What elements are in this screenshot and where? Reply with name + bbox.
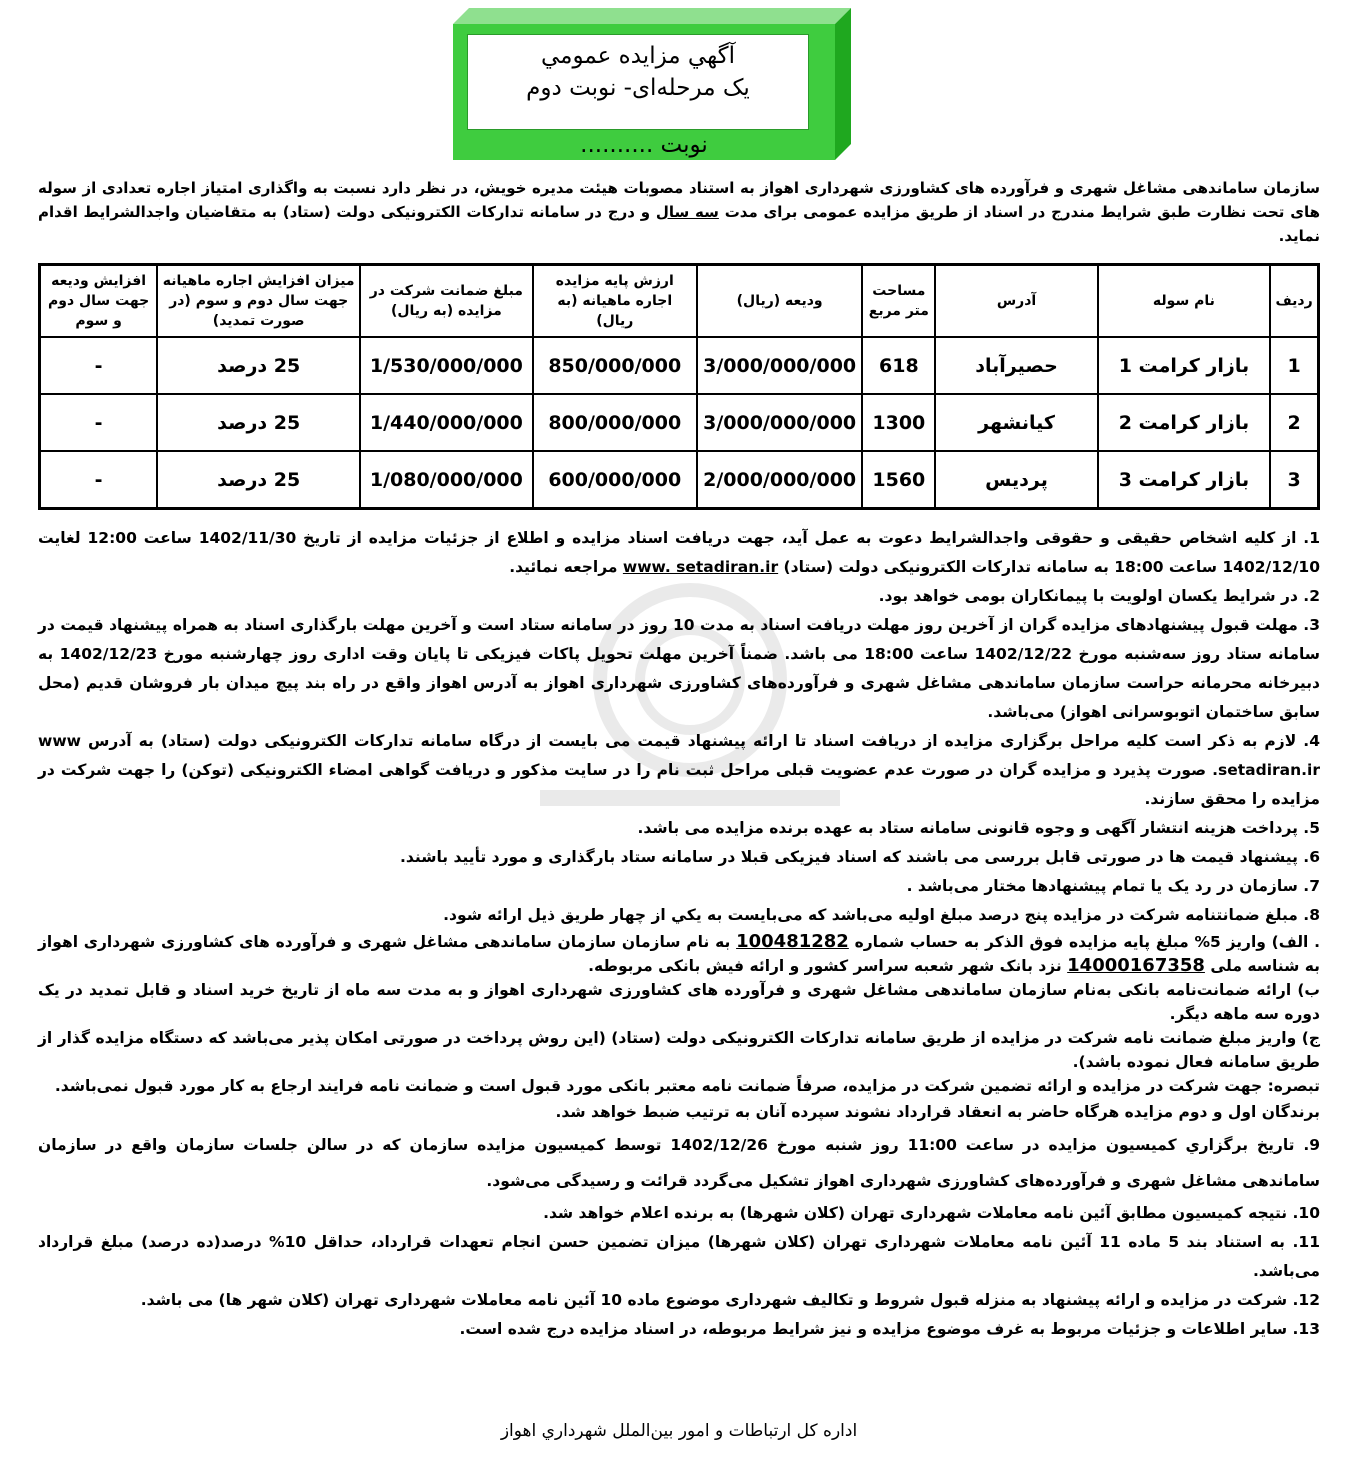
item-13: 13. سایر اطلاعات و جزئیات مربوط به غرف موضوع مزایده و نیز شرایط مربوطه، در اسناد مزایده درج شده است. bbox=[459, 1320, 1320, 1338]
cell-increase: 25 درصد bbox=[157, 394, 360, 451]
title-box-top bbox=[453, 8, 851, 24]
cell-deposit-increase: - bbox=[40, 394, 158, 451]
title-box-face bbox=[453, 24, 835, 160]
winners-note: برندگان اول و دوم مزایده هرگاه حاضر به انعقاد قرارداد نشوند سپرده آنان به ترتیب ضبط خواهد شد. bbox=[555, 1103, 1320, 1121]
cell-guarantee: 1/080/000/000 bbox=[360, 451, 532, 509]
cell-guarantee: 1/530/000/000 bbox=[360, 337, 532, 394]
cell-deposit: 2/000/000/000 bbox=[697, 451, 862, 509]
setadiran-link[interactable]: www. setadiran.ir bbox=[622, 558, 779, 576]
cell-address: پردیس bbox=[935, 451, 1097, 509]
cell-area: 618 bbox=[862, 337, 935, 394]
title-line-1: آگهي مزايده عمومي bbox=[540, 43, 736, 69]
item-8: 8. مبلغ ضمانتنامه شرکت در مزایده پنج درصد مبلغ اولیه می‌باشد که می‌بایست به يكي از چهار طريق ذيل ارائه شود. bbox=[443, 906, 1320, 924]
cell-base: 850/000/000 bbox=[533, 337, 697, 394]
cell-increase: 25 درصد bbox=[157, 337, 360, 394]
conditions-list bbox=[38, 524, 1320, 1344]
intro-after: و درج در سامانه تدارکات الکترونیکی دولت (ستاد) به متقاضیان واجدالشرایط اقدام نماید. bbox=[38, 203, 1320, 245]
table-header-row bbox=[40, 265, 1319, 338]
item-6: 6. پیشنهاد قیمت ها در صورتی قابل بررسی می باشند که اسناد فیزیکی قبلا در سامانه ستاد بارگذاری و مورد تأیید باشند. bbox=[400, 848, 1320, 866]
account-number: 100481282 bbox=[736, 931, 849, 952]
item-7: 7. سازمان در رد یک یا تمام پیشنهادها مختار می‌باشد . bbox=[906, 877, 1320, 895]
cell-name: بازار کرامت 1 bbox=[1098, 337, 1270, 394]
intro-before: سازمان ساماندهی مشاغل شهری و فرآورده های کشاورزی شهرداری اهواز به استناد مصوبات هیئت مدیره خویش، در نظر دارد نسبت به واگذاری امتیاز اجاره تعدادی از سوله های تحت نظارت طبق شرایط مندرج در اسناد از طریق مزایده عمومی برای مدت bbox=[38, 179, 1321, 221]
cell-deposit-increase: - bbox=[40, 451, 158, 509]
col-header-address: آدرس bbox=[935, 265, 1097, 338]
cell-deposit-increase: - bbox=[40, 337, 158, 394]
col-header-area: مساحت متر مربع bbox=[862, 265, 935, 338]
cell-base: 800/000/000 bbox=[533, 394, 697, 451]
cell-num: 1 bbox=[1270, 337, 1318, 394]
cell-name: بازار کرامت 3 bbox=[1098, 451, 1270, 509]
item-10: 10. نتیجه کمیسیون مطابق آئین نامه معاملات شهرداری تهران (کلان شهرها) به برنده اعلام خواهد شد. bbox=[543, 1204, 1320, 1222]
title-box-side bbox=[835, 8, 851, 160]
item-1-text: 1. از کلیه اشخاص حقیقی و حقوقی واجدالشرایط دعوت به عمل آید، جهت دریافت اسناد مزایده و اطلاع از جزئیات مزایده از تاریخ 1402/11/30 ساعت 12:00 لغایت 1402/12/10 ساعت 18:00 به سامانه تدارکات الکترونیکی دولت (ستاد) bbox=[38, 529, 1320, 576]
title-inner bbox=[467, 34, 809, 130]
cell-num: 2 bbox=[1270, 394, 1318, 451]
cell-area: 1300 bbox=[862, 394, 935, 451]
table-row bbox=[40, 337, 1319, 394]
national-id: 14000167358 bbox=[1067, 955, 1205, 976]
cell-address: کیانشهر bbox=[935, 394, 1097, 451]
cell-deposit: 3/000/000/000 bbox=[697, 394, 862, 451]
item-2: 2. در شرایط یکسان اولویت با پیمانکاران بومی خواهد بود. bbox=[878, 587, 1320, 605]
item-1-end: مراجعه نمائید. bbox=[509, 558, 618, 576]
item-11: 11. به استناد بند 5 ماده 11 آئین نامه معاملات شهرداری تهران (کلان شهرها) میزان تضمین حسن انجام تعهدات قرارداد، حداقل 10% درصد(ده درصد) مبلغ قرارداد می‌باشد. bbox=[38, 1233, 1320, 1280]
item-3: 3. مهلت قبول پیشنهادهای مزایده گران از آخرین روز مهلت دریافت اسناد به مدت 10 روز در سامانه ستاد است و آخرین مهلت بارگذاری اسناد به همراه پیشنهاد قیمت در سامانه ستاد روز سه‌شنبه مورخ 1402/12/22 ساعت 18:00 می باشد. ضمناً آخرین مهلت تحویل پاکات فیزیکی تا پایان وقت اداری روز چهارشنبه مورخ 1402/12/23 به دبیرخانه محرمانه حراست سازمان ساماندهی مشاغل شهری و فرآورده‌های کشاورزی شهرداری اهواز به آدرس اهواز واقع در راه بند پیچ میدان بار فروشان قدیم (محل سابق ساختمان اتوبوسرانی اهواز) می‌باشد. bbox=[38, 616, 1321, 721]
alef-text-a: . الف) واریز 5% مبلغ پایه مزایده فوق الذکر به حساب شماره bbox=[854, 933, 1321, 951]
item-12: 12. شرکت در مزایده و ارائه پیشنهاد به منزله قبول شروط و تکالیف شهرداری موضوع ماده 10 آئین نامه معاملات شهرداری تهران (کلان شهر ها) می باشد. bbox=[140, 1291, 1320, 1309]
col-header-name: نام سوله bbox=[1098, 265, 1270, 338]
cell-address: حصیرآباد bbox=[935, 337, 1097, 394]
item-8-be: ب) ارائه ضمانت‌نامه بانکی به‌نام سازمان ساماندهی مشاغل شهری و فرآورده های کشاورزی شهرداری اهواز و به مدت سه ماه از تاریخ خرید اسناد و قابل تمدید در یک دوره سه ماهه دیگر. bbox=[38, 981, 1320, 1023]
footer-signature: اداره کل ارتباطات و امور بین‌الملل شهرداري اهواز bbox=[500, 1421, 858, 1441]
warehouse-table bbox=[38, 263, 1320, 510]
item-5: 5. پرداخت هزینه انتشار آگهی و وجوه قانونی سامانه ستاد به عهده برنده مزایده می باشد. bbox=[637, 819, 1320, 837]
intro-duration: سه سال bbox=[655, 203, 719, 221]
title-box bbox=[453, 8, 851, 160]
cell-deposit: 3/000/000/000 bbox=[697, 337, 862, 394]
alef-text-c: نزد بانک شهر شعبه سراسر کشور و ارائه فیش بانکی مربوطه. bbox=[588, 957, 1062, 975]
col-header-num: ردیف bbox=[1270, 265, 1318, 338]
item-1 bbox=[38, 524, 1320, 582]
cell-area: 1560 bbox=[862, 451, 935, 509]
cell-name: بازار کرامت 2 bbox=[1098, 394, 1270, 451]
item-9: 9. تاريخ برگزاري كميسيون مزايده در ساعت 11:00 روز شنبه مورخ 1402/12/26 توسط کمیسیون مزایده سازمان که در سالن جلسات سازمان واقع در سازمان ساماندهی مشاغل شهری و فرآورده‌های کشاورزی شهرداری اهواز تشکیل می‌گردد قرائت و رسیدگی می‌شود. bbox=[38, 1136, 1321, 1190]
table-row bbox=[40, 451, 1319, 509]
table-row bbox=[40, 394, 1319, 451]
item-4: 4. لازم به ذکر است کلیه مراحل برگزاری مزایده از دریافت اسناد تا ارائه پیشنهاد قیمت می بایست از درگاه سامانه تدارکات الکترونیکی دولت (ستاد) به آدرس www .setadiran.ir صورت پذیرد و مزایده گران در صورت عدم عضویت قبلی مراحل ثبت نام را در سایت مذکور و دریافت گواهی امضاء الکترونیکی (توکن) را جهت شرکت در مزایده را محقق سازند. bbox=[38, 732, 1320, 808]
item-8-note: تبصره: جهت شرکت در مزایده و ارائه تضمین شرکت در مزایده، صرفاً ضمانت نامه معتبر بانکی مورد قبول است و ضمانت نامه فرایند ارجاع به کار مورد قبول نمی‌باشد. bbox=[54, 1077, 1320, 1095]
title-line-2: یک مرحله‌ای- نوبت دوم bbox=[526, 75, 750, 101]
col-header-increase: میزان افزایش اجاره ماهیانه جهت سال دوم و سوم (در صورت تمدید) bbox=[157, 265, 360, 338]
cell-base: 600/000/000 bbox=[533, 451, 697, 509]
intro-paragraph bbox=[38, 176, 1320, 248]
item-8-alef bbox=[38, 930, 1320, 978]
cell-num: 3 bbox=[1270, 451, 1318, 509]
cell-guarantee: 1/440/000/000 bbox=[360, 394, 532, 451]
item-8-jim: ج) واریز مبلغ ضمانت نامه شرکت در مزایده از طریق سامانه تدارکات الکترونیکی دولت (ستاد) (این روش پرداخت در صورتی امکان پذیر می‌باشد که دستگاه مزایده گذار از طریق سامانه فعال نموده باشد). bbox=[38, 1029, 1320, 1071]
cell-increase: 25 درصد bbox=[157, 451, 360, 509]
col-header-deposit: ودیعه (ریال) bbox=[697, 265, 862, 338]
col-header-base: ارزش پایه مزایده اجاره ماهیانه (به ریال) bbox=[533, 265, 697, 338]
col-header-guarantee: مبلغ ضمانت شرکت در مزایده (به ریال) bbox=[360, 265, 532, 338]
col-header-deposit-increase: افزایش ودیعه جهت سال دوم و سوم bbox=[40, 265, 158, 338]
alef-text-b: به نام سازمان سازمان ساماندهی مشاغل شهری و فرآورده های کشاورزی شهرداری اهواز به شناسه ملی bbox=[38, 933, 1320, 975]
title-line-3: نوبت .......... bbox=[580, 132, 708, 158]
